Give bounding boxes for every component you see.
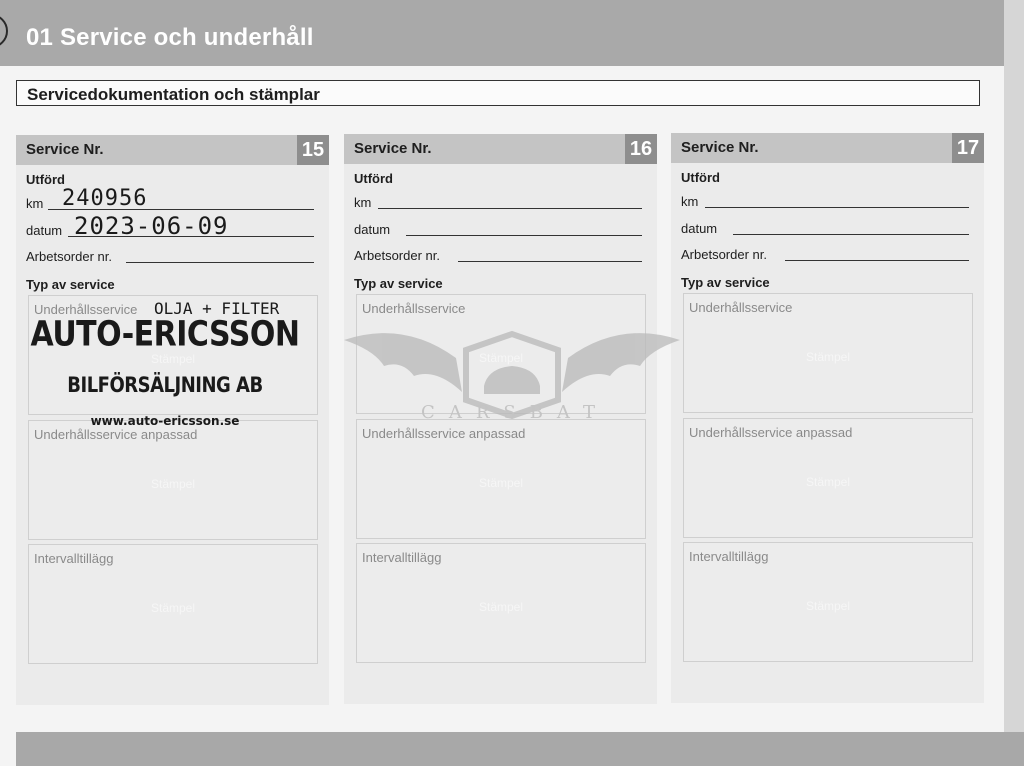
- date-label: datum: [354, 222, 391, 237]
- performed-label: Utförd: [26, 172, 65, 187]
- box-label: Underhållsservice anpassad: [362, 426, 526, 441]
- work-order-label: Arbetsorder nr.: [681, 247, 767, 262]
- stamp-placeholder: Stämpel: [150, 352, 196, 366]
- stamp-placeholder: Stämpel: [805, 475, 851, 489]
- work-order-field: [354, 246, 642, 264]
- watermark-text: CARSBAT: [421, 402, 609, 423]
- work-order-label: Arbetsorder nr.: [26, 249, 112, 264]
- date-line: [733, 234, 969, 235]
- header-bar: [0, 0, 1024, 66]
- km-field: [681, 192, 969, 210]
- service-type-label: Typ av service: [26, 277, 115, 292]
- performed-label: Utförd: [354, 171, 393, 186]
- service-type-label: Typ av service: [354, 276, 443, 291]
- box-label: Underhållsservice anpassad: [34, 427, 198, 442]
- card-title: Service Nr.: [681, 139, 759, 156]
- page-title: 01 Service och underhåll: [26, 24, 314, 51]
- stamp-box-adapted: [683, 418, 973, 538]
- stamp-placeholder: Stämpel: [805, 599, 851, 613]
- box-label: Underhållsservice: [362, 301, 466, 316]
- stamp-placeholder: Stämpel: [478, 600, 524, 614]
- card-header: [16, 135, 329, 165]
- date-field: [681, 219, 969, 237]
- stamp-box-adapted: [356, 419, 646, 539]
- handwritten-date: 2023-06-09: [74, 212, 229, 240]
- work-order-line: [785, 260, 969, 261]
- box-label: Underhållsservice: [34, 302, 138, 317]
- box-label: Underhållsservice anpassad: [689, 425, 853, 440]
- section-heading-box: [16, 80, 980, 106]
- dealer-stamp-website: www.auto-ericsson.se: [90, 414, 240, 428]
- handwritten-km: 240956: [62, 186, 148, 211]
- chapter-circle-icon: [0, 14, 8, 48]
- card-title: Service Nr.: [354, 140, 432, 157]
- box-label: Intervalltillägg: [689, 549, 769, 564]
- date-field: [354, 220, 642, 238]
- box-label: Intervalltillägg: [34, 551, 114, 566]
- service-card-17: [671, 133, 984, 703]
- stamp-placeholder: Stämpel: [478, 476, 524, 490]
- work-order-line: [126, 262, 314, 263]
- card-title: Service Nr.: [26, 141, 104, 158]
- box-label: Underhållsservice: [689, 300, 793, 315]
- section-title: Servicedokumentation och stämplar: [27, 85, 320, 104]
- card-header: [671, 133, 984, 163]
- footer-bar: [16, 732, 1024, 766]
- date-label: datum: [26, 223, 63, 238]
- km-line: [378, 208, 642, 209]
- stamp-box-interval: [683, 542, 973, 662]
- dealer-stamp-subtitle: BILFÖRSÄLJNING AB: [67, 372, 263, 399]
- service-type-label: Typ av service: [681, 275, 770, 290]
- page-edge: [1004, 0, 1024, 766]
- date-label: datum: [681, 221, 718, 236]
- box-label: Intervalltillägg: [362, 550, 442, 565]
- stamp-box-adapted: [28, 420, 318, 540]
- km-line: [705, 207, 969, 208]
- work-order-label: Arbetsorder nr.: [354, 248, 440, 263]
- km-field: [354, 193, 642, 211]
- handwritten-note: OLJA + FILTER: [154, 299, 280, 318]
- service-number: 17: [952, 133, 984, 163]
- km-label: km: [681, 194, 699, 209]
- work-order-line: [458, 261, 642, 262]
- service-number: 15: [297, 135, 329, 165]
- stamp-box-interval: [28, 544, 318, 664]
- km-label: km: [354, 195, 372, 210]
- work-order-field: [681, 245, 969, 263]
- service-number: 16: [625, 134, 657, 164]
- stamp-placeholder: Stämpel: [805, 350, 851, 364]
- work-order-field: [26, 247, 314, 265]
- card-header: [344, 134, 657, 164]
- dealer-stamp-name: AUTO-ERICSSON: [30, 314, 300, 355]
- performed-label: Utförd: [681, 170, 720, 185]
- stamp-box-maintenance: [683, 293, 973, 413]
- stamp-box-interval: [356, 543, 646, 663]
- stamp-placeholder: Stämpel: [150, 601, 196, 615]
- date-line: [406, 235, 642, 236]
- stamp-placeholder: Stämpel: [478, 351, 524, 365]
- stamp-placeholder: Stämpel: [150, 477, 196, 491]
- km-label: km: [26, 196, 44, 211]
